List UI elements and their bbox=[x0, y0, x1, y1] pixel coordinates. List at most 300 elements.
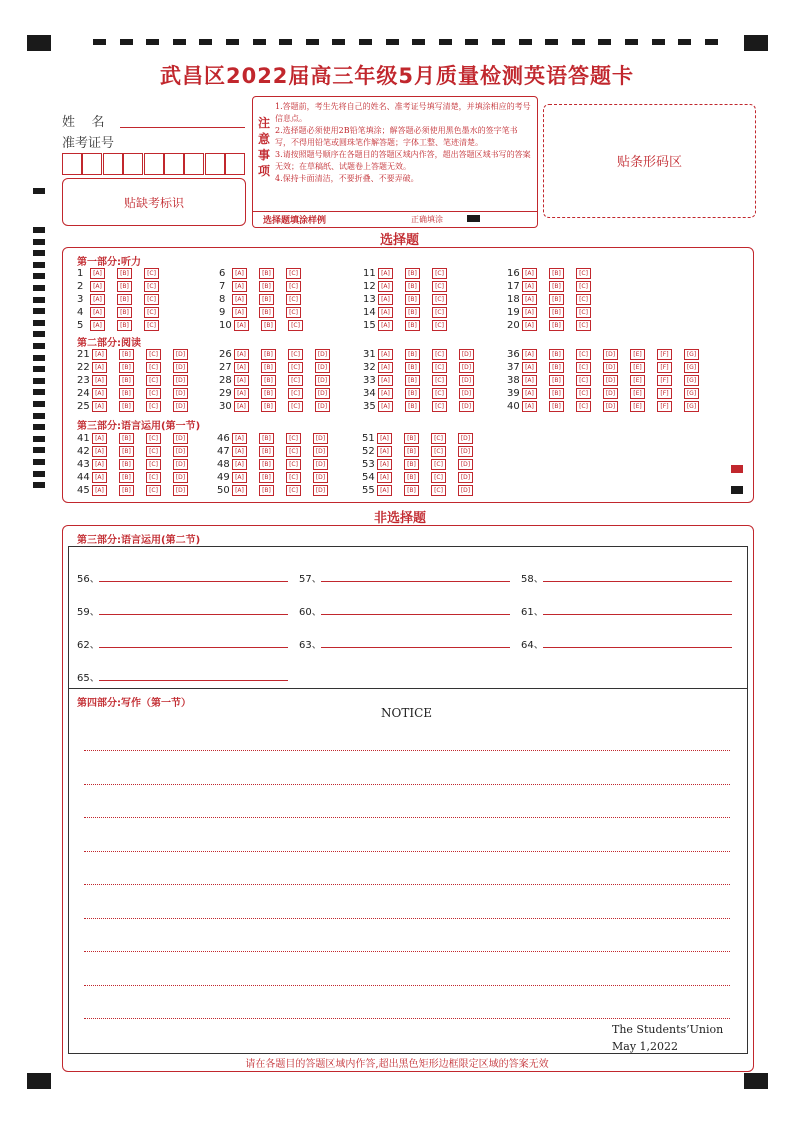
question-row bbox=[507, 280, 603, 292]
question-row bbox=[217, 458, 340, 470]
answer-bubble[interactable]: [A] bbox=[90, 268, 105, 279]
part4-title: 第四部分:写作（第一节） bbox=[77, 698, 191, 709]
notice-item: 1.答题前，考生先将自己的姓名、准考证号填写清楚，并填涂相应的考号信息点。 bbox=[275, 102, 531, 123]
blank-answer-line[interactable] bbox=[99, 614, 288, 615]
blank-answer-line[interactable] bbox=[543, 581, 732, 582]
answer-bubble[interactable]: [B] bbox=[405, 362, 420, 373]
timing-mark bbox=[33, 482, 45, 488]
answer-bubble[interactable]: [C] bbox=[144, 294, 159, 305]
answer-bubble[interactable]: [C] bbox=[146, 459, 161, 470]
answer-bubble[interactable]: [D] bbox=[173, 401, 188, 412]
answer-bubble[interactable]: [B] bbox=[404, 446, 419, 457]
answer-bubble[interactable]: [B] bbox=[259, 268, 274, 279]
answer-bubble[interactable]: [D] bbox=[315, 388, 330, 399]
answer-bubble[interactable]: [D] bbox=[313, 485, 328, 496]
signature-line1: The Students’Union bbox=[612, 1023, 724, 1036]
answer-bubble[interactable]: [A] bbox=[232, 472, 247, 483]
answer-bubble[interactable]: [E] bbox=[630, 375, 645, 386]
answer-bubble[interactable]: [A] bbox=[378, 362, 393, 373]
answer-bubble[interactable]: [D] bbox=[459, 349, 474, 360]
answer-bubble[interactable]: [A] bbox=[92, 362, 107, 373]
answer-bubble[interactable]: [A] bbox=[522, 268, 537, 279]
answer-bubble[interactable]: [C] bbox=[432, 388, 447, 399]
writing-line[interactable] bbox=[84, 817, 730, 818]
question-row bbox=[363, 307, 459, 319]
question-number: 24 bbox=[77, 388, 90, 400]
answer-bubble[interactable]: [A] bbox=[377, 472, 392, 483]
answer-bubble[interactable]: [D] bbox=[173, 446, 188, 457]
answer-bubble[interactable]: [A] bbox=[378, 281, 393, 292]
answer-bubble[interactable]: [C] bbox=[288, 375, 303, 386]
timing-mark bbox=[33, 447, 45, 453]
answer-bubble[interactable]: [A] bbox=[522, 349, 537, 360]
answer-bubble[interactable]: [F] bbox=[657, 375, 672, 386]
answer-bubble[interactable]: [C] bbox=[146, 362, 161, 373]
answer-bubble[interactable]: [C] bbox=[576, 349, 591, 360]
answer-bubble[interactable]: [A] bbox=[234, 388, 249, 399]
answer-bubble[interactable]: [B] bbox=[405, 320, 420, 331]
question-number: 14 bbox=[363, 307, 376, 319]
answer-bubble[interactable]: [A] bbox=[232, 294, 247, 305]
answer-bubble[interactable]: [A] bbox=[92, 375, 107, 386]
blank-label: 57、 bbox=[299, 574, 322, 585]
answer-bubble[interactable]: [C] bbox=[146, 472, 161, 483]
writing-line[interactable] bbox=[84, 851, 730, 852]
question-number: 12 bbox=[363, 280, 376, 292]
answer-bubble[interactable]: [B] bbox=[119, 388, 134, 399]
blank-answer-line[interactable] bbox=[321, 581, 510, 582]
answer-bubble[interactable]: [B] bbox=[404, 472, 419, 483]
answer-bubble[interactable]: [D] bbox=[458, 433, 473, 444]
answer-bubble[interactable]: [D] bbox=[173, 349, 188, 360]
answer-bubble[interactable]: [A] bbox=[232, 433, 247, 444]
answer-bubble[interactable]: [D] bbox=[458, 472, 473, 483]
answer-bubble[interactable]: [C] bbox=[432, 294, 447, 305]
writing-line[interactable] bbox=[84, 784, 730, 785]
answer-bubble[interactable]: [F] bbox=[657, 362, 672, 373]
answer-bubble[interactable]: [B] bbox=[259, 307, 274, 318]
writing-line[interactable] bbox=[84, 985, 730, 986]
answer-bubble[interactable]: [D] bbox=[459, 375, 474, 386]
answer-bubble[interactable]: [G] bbox=[684, 362, 699, 373]
answer-bubble[interactable]: [C] bbox=[146, 446, 161, 457]
timing-mark bbox=[33, 471, 45, 477]
answer-bubble[interactable]: [A] bbox=[92, 472, 107, 483]
answer-bubble[interactable]: [B] bbox=[405, 294, 420, 305]
answer-bubble[interactable]: [B] bbox=[117, 294, 132, 305]
question-number: 2 bbox=[77, 280, 84, 292]
answer-bubble[interactable]: [B] bbox=[261, 388, 276, 399]
question-row bbox=[77, 348, 200, 360]
answer-bubble[interactable]: [C] bbox=[286, 268, 301, 279]
exam-digit-cell[interactable] bbox=[103, 153, 123, 175]
answer-bubble[interactable]: [A] bbox=[92, 388, 107, 399]
answer-bubble[interactable]: [B] bbox=[549, 362, 564, 373]
answer-bubble[interactable]: [B] bbox=[549, 375, 564, 386]
timing-mark bbox=[33, 297, 45, 303]
answer-bubble[interactable]: [A] bbox=[232, 307, 247, 318]
answer-bubble[interactable]: [A] bbox=[234, 401, 249, 412]
answer-bubble[interactable]: [B] bbox=[259, 459, 274, 470]
timing-dash bbox=[120, 39, 133, 45]
name-field[interactable] bbox=[120, 127, 245, 128]
answer-bubble[interactable]: [C] bbox=[144, 268, 159, 279]
notice-heading-char: 注 bbox=[257, 116, 270, 130]
exam-digit-cell[interactable] bbox=[123, 153, 143, 175]
answer-bubble[interactable]: [D] bbox=[173, 375, 188, 386]
writing-line[interactable] bbox=[84, 750, 730, 751]
answer-bubble[interactable]: [D] bbox=[173, 362, 188, 373]
exam-digit-cell[interactable] bbox=[184, 153, 204, 175]
answer-bubble[interactable]: [A] bbox=[92, 349, 107, 360]
timing-dash bbox=[306, 39, 319, 45]
notice-heading-char: 事 bbox=[257, 148, 270, 162]
answer-bubble[interactable]: [F] bbox=[657, 401, 672, 412]
question-row bbox=[507, 267, 603, 279]
answer-bubble[interactable]: [D] bbox=[603, 388, 618, 399]
answer-bubble[interactable]: [D] bbox=[459, 388, 474, 399]
missing-exam-sticker-area bbox=[62, 178, 246, 226]
answer-bubble[interactable]: [A] bbox=[377, 433, 392, 444]
answer-bubble[interactable]: [B] bbox=[405, 281, 420, 292]
answer-bubble[interactable]: [C] bbox=[286, 446, 301, 457]
timing-dash bbox=[199, 39, 212, 45]
answer-bubble[interactable]: [B] bbox=[261, 401, 276, 412]
timing-dash bbox=[465, 39, 478, 45]
blank-answer-line[interactable] bbox=[543, 614, 732, 615]
answer-bubble[interactable]: [B] bbox=[549, 349, 564, 360]
answer-bubble[interactable]: [C] bbox=[288, 349, 303, 360]
answer-bubble[interactable]: [B] bbox=[259, 446, 274, 457]
answer-bubble[interactable]: [C] bbox=[146, 485, 161, 496]
answer-bubble[interactable]: [C] bbox=[576, 307, 591, 318]
question-number: 26 bbox=[219, 348, 232, 360]
answer-bubble[interactable]: [E] bbox=[630, 388, 645, 399]
answer-bubble[interactable]: [B] bbox=[549, 320, 564, 331]
blank-answer-line[interactable] bbox=[321, 614, 510, 615]
answer-bubble[interactable]: [B] bbox=[404, 459, 419, 470]
answer-bubble[interactable]: [B] bbox=[119, 446, 134, 457]
answer-bubble[interactable]: [C] bbox=[146, 375, 161, 386]
timing-mark bbox=[33, 262, 45, 268]
answer-bubble[interactable]: [B] bbox=[117, 281, 132, 292]
answer-bubble[interactable]: [G] bbox=[684, 401, 699, 412]
answer-bubble[interactable]: [B] bbox=[549, 268, 564, 279]
answer-bubble[interactable]: [C] bbox=[146, 433, 161, 444]
answer-bubble[interactable]: [C] bbox=[432, 307, 447, 318]
answer-bubble[interactable]: [A] bbox=[232, 485, 247, 496]
question-number: 44 bbox=[77, 472, 90, 484]
blank-label: 56、 bbox=[77, 574, 100, 585]
timing-dash bbox=[652, 39, 665, 45]
answer-bubble[interactable]: [B] bbox=[405, 307, 420, 318]
answer-bubble[interactable]: [B] bbox=[117, 307, 132, 318]
answer-bubble[interactable]: [B] bbox=[119, 485, 134, 496]
exam-digit-cell[interactable] bbox=[164, 153, 184, 175]
answer-bubble[interactable]: [B] bbox=[119, 375, 134, 386]
answer-bubble[interactable]: [C] bbox=[431, 472, 446, 483]
question-number: 22 bbox=[77, 361, 90, 373]
question-number: 11 bbox=[363, 267, 376, 279]
answer-bubble[interactable]: [A] bbox=[232, 459, 247, 470]
exam-digit-cell[interactable] bbox=[205, 153, 225, 175]
answer-bubble[interactable]: [D] bbox=[459, 401, 474, 412]
timing-mark bbox=[33, 273, 45, 279]
question-row bbox=[77, 293, 171, 305]
marker-red bbox=[731, 465, 743, 473]
answer-bubble[interactable]: [C] bbox=[144, 307, 159, 318]
answer-bubble[interactable]: [G] bbox=[684, 375, 699, 386]
question-row bbox=[363, 267, 459, 279]
answer-bubble[interactable]: [D] bbox=[603, 362, 618, 373]
answer-bubble[interactable]: [B] bbox=[119, 472, 134, 483]
answer-bubble[interactable]: [D] bbox=[459, 362, 474, 373]
blank-answer-line[interactable] bbox=[99, 680, 288, 681]
question-row bbox=[362, 472, 485, 484]
blank-answer-line[interactable] bbox=[99, 581, 288, 582]
answer-bubble[interactable]: [B] bbox=[404, 433, 419, 444]
blank-label: 60、 bbox=[299, 607, 322, 618]
answer-bubble[interactable]: [A] bbox=[377, 485, 392, 496]
answer-bubble[interactable]: [C] bbox=[432, 320, 447, 331]
answer-bubble[interactable]: [A] bbox=[92, 459, 107, 470]
answer-bubble[interactable]: [D] bbox=[458, 485, 473, 496]
answer-bubble[interactable]: [A] bbox=[234, 320, 249, 331]
answer-bubble[interactable]: [A] bbox=[232, 446, 247, 457]
answer-bubble[interactable]: [D] bbox=[313, 446, 328, 457]
answer-bubble[interactable]: [B] bbox=[549, 401, 564, 412]
answer-bubble[interactable]: [C] bbox=[576, 294, 591, 305]
answer-bubble[interactable]: [B] bbox=[119, 433, 134, 444]
answer-bubble[interactable]: [C] bbox=[431, 459, 446, 470]
answer-bubble[interactable]: [D] bbox=[603, 375, 618, 386]
answer-bubble[interactable]: [A] bbox=[378, 294, 393, 305]
corner-mark-bottom-right bbox=[744, 1073, 768, 1089]
answer-bubble[interactable]: [C] bbox=[576, 268, 591, 279]
answer-bubble[interactable]: [A] bbox=[522, 388, 537, 399]
answer-bubble[interactable]: [B] bbox=[549, 307, 564, 318]
answer-bubble[interactable]: [C] bbox=[146, 388, 161, 399]
answer-bubble[interactable]: [C] bbox=[576, 375, 591, 386]
answer-bubble[interactable]: [F] bbox=[657, 388, 672, 399]
question-number: 33 bbox=[363, 374, 376, 386]
answer-bubble[interactable]: [B] bbox=[549, 388, 564, 399]
answer-bubble[interactable]: [A] bbox=[90, 281, 105, 292]
answer-bubble[interactable]: [C] bbox=[286, 485, 301, 496]
answer-bubble[interactable]: [B] bbox=[405, 349, 420, 360]
answer-bubble[interactable]: [B] bbox=[549, 281, 564, 292]
answer-bubble[interactable]: [A] bbox=[232, 268, 247, 279]
answer-bubble[interactable]: [G] bbox=[684, 349, 699, 360]
answer-bubble[interactable]: [C] bbox=[576, 362, 591, 373]
timing-mark bbox=[33, 366, 45, 372]
answer-bubble[interactable]: [C] bbox=[432, 375, 447, 386]
answer-bubble[interactable]: [C] bbox=[146, 349, 161, 360]
answer-bubble[interactable]: [B] bbox=[405, 375, 420, 386]
blank-answer-line[interactable] bbox=[543, 647, 732, 648]
answer-bubble[interactable]: [D] bbox=[173, 388, 188, 399]
question-row bbox=[507, 374, 711, 386]
answer-bubble[interactable]: [C] bbox=[286, 459, 301, 470]
answer-bubble[interactable]: [A] bbox=[378, 268, 393, 279]
answer-bubble[interactable]: [A] bbox=[378, 307, 393, 318]
answer-bubble[interactable]: [B] bbox=[117, 268, 132, 279]
answer-bubble[interactable]: [A] bbox=[378, 401, 393, 412]
answer-bubble[interactable]: [D] bbox=[458, 459, 473, 470]
question-number: 15 bbox=[363, 320, 376, 332]
timing-mark bbox=[33, 285, 45, 291]
answer-bubble[interactable]: [G] bbox=[684, 388, 699, 399]
answer-bubble[interactable]: [C] bbox=[431, 446, 446, 457]
question-row bbox=[77, 401, 200, 413]
answer-bubble[interactable]: [C] bbox=[286, 281, 301, 292]
answer-bubble[interactable]: [A] bbox=[234, 362, 249, 373]
answer-bubble[interactable]: [D] bbox=[315, 401, 330, 412]
answer-bubble[interactable]: [C] bbox=[576, 401, 591, 412]
answer-bubble[interactable]: [B] bbox=[259, 485, 274, 496]
answer-bubble[interactable]: [B] bbox=[119, 401, 134, 412]
answer-bubble[interactable]: [A] bbox=[234, 375, 249, 386]
answer-bubble[interactable]: [A] bbox=[522, 281, 537, 292]
answer-bubble[interactable]: [A] bbox=[92, 446, 107, 457]
answer-bubble[interactable]: [C] bbox=[432, 281, 447, 292]
answer-bubble[interactable]: [E] bbox=[630, 362, 645, 373]
answer-bubble[interactable]: [D] bbox=[313, 472, 328, 483]
answer-bubble[interactable]: [C] bbox=[576, 320, 591, 331]
answer-bubble[interactable]: [A] bbox=[522, 362, 537, 373]
answer-bubble[interactable]: [C] bbox=[286, 294, 301, 305]
blank-answer-line[interactable] bbox=[321, 647, 510, 648]
answer-bubble[interactable]: [A] bbox=[522, 320, 537, 331]
answer-bubble[interactable]: [C] bbox=[286, 472, 301, 483]
answer-bubble[interactable]: [A] bbox=[92, 433, 107, 444]
answer-bubble[interactable]: [B] bbox=[405, 401, 420, 412]
answer-bubble[interactable]: [C] bbox=[286, 433, 301, 444]
answer-bubble[interactable]: [D] bbox=[458, 446, 473, 457]
answer-bubble[interactable]: [A] bbox=[377, 459, 392, 470]
question-number: 55 bbox=[362, 485, 375, 497]
answer-bubble[interactable]: [A] bbox=[378, 320, 393, 331]
answer-bubble[interactable]: [A] bbox=[90, 307, 105, 318]
answer-bubble[interactable]: [B] bbox=[261, 320, 276, 331]
answer-bubble[interactable]: [C] bbox=[432, 362, 447, 373]
answer-bubble[interactable]: [A] bbox=[90, 294, 105, 305]
answer-bubble[interactable]: [B] bbox=[404, 485, 419, 496]
answer-bubble[interactable]: [C] bbox=[144, 320, 159, 331]
answer-bubble[interactable]: [F] bbox=[657, 349, 672, 360]
answer-bubble[interactable]: [C] bbox=[576, 388, 591, 399]
answer-bubble[interactable]: [C] bbox=[288, 320, 303, 331]
answer-bubble[interactable]: [D] bbox=[173, 433, 188, 444]
answer-bubble[interactable]: [B] bbox=[259, 281, 274, 292]
answer-bubble[interactable]: [A] bbox=[378, 388, 393, 399]
exam-digit-cell[interactable] bbox=[62, 153, 82, 175]
timing-mark bbox=[33, 227, 45, 233]
answer-bubble[interactable]: [C] bbox=[431, 433, 446, 444]
answer-bubble[interactable]: [C] bbox=[286, 307, 301, 318]
writing-line[interactable] bbox=[84, 1018, 730, 1019]
answer-bubble[interactable]: [A] bbox=[522, 294, 537, 305]
answer-bubble[interactable]: [C] bbox=[288, 388, 303, 399]
answer-bubble[interactable]: [D] bbox=[315, 349, 330, 360]
writing-line[interactable] bbox=[84, 884, 730, 885]
writing-line[interactable] bbox=[84, 918, 730, 919]
answer-bubble[interactable]: [C] bbox=[146, 401, 161, 412]
exam-digit-cell[interactable] bbox=[225, 153, 245, 175]
answer-bubble[interactable]: [B] bbox=[259, 433, 274, 444]
timing-mark bbox=[33, 459, 45, 465]
answer-bubble[interactable]: [D] bbox=[603, 349, 618, 360]
answer-bubble[interactable]: [A] bbox=[232, 281, 247, 292]
corner-mark-top-left bbox=[27, 35, 51, 51]
answer-bubble[interactable]: [A] bbox=[522, 307, 537, 318]
answer-bubble[interactable]: [C] bbox=[432, 349, 447, 360]
answer-bubble[interactable]: [B] bbox=[405, 388, 420, 399]
answer-bubble[interactable]: [E] bbox=[630, 349, 645, 360]
answer-bubble[interactable]: [C] bbox=[144, 281, 159, 292]
answer-bubble[interactable]: [C] bbox=[432, 401, 447, 412]
answer-bubble[interactable]: [B] bbox=[549, 294, 564, 305]
answer-bubble[interactable]: [B] bbox=[119, 362, 134, 373]
blank-label: 61、 bbox=[521, 607, 544, 618]
answer-bubble[interactable]: [B] bbox=[259, 472, 274, 483]
answer-bubble[interactable]: [A] bbox=[378, 375, 393, 386]
answer-bubble[interactable]: [A] bbox=[378, 349, 393, 360]
answer-bubble[interactable]: [E] bbox=[630, 401, 645, 412]
answer-bubble[interactable]: [D] bbox=[173, 459, 188, 470]
question-row bbox=[217, 445, 340, 457]
answer-bubble[interactable]: [D] bbox=[603, 401, 618, 412]
answer-bubble[interactable]: [A] bbox=[522, 401, 537, 412]
blank-label: 59、 bbox=[77, 607, 100, 618]
answer-bubble[interactable]: [A] bbox=[92, 485, 107, 496]
exam-digit-cell[interactable] bbox=[144, 153, 164, 175]
answer-bubble[interactable]: [D] bbox=[315, 375, 330, 386]
answer-bubble[interactable]: [D] bbox=[173, 485, 188, 496]
answer-bubble[interactable]: [D] bbox=[313, 433, 328, 444]
answer-bubble[interactable]: [A] bbox=[234, 349, 249, 360]
answer-bubble[interactable]: [B] bbox=[405, 268, 420, 279]
answer-bubble[interactable]: [D] bbox=[315, 362, 330, 373]
answer-bubble[interactable]: [B] bbox=[119, 459, 134, 470]
blank-label: 63、 bbox=[299, 640, 322, 651]
answer-bubble[interactable]: [C] bbox=[288, 362, 303, 373]
answer-bubble[interactable]: [B] bbox=[261, 349, 276, 360]
answer-bubble[interactable]: [B] bbox=[261, 375, 276, 386]
answer-bubble[interactable]: [B] bbox=[259, 294, 274, 305]
answer-bubble[interactable]: [A] bbox=[90, 320, 105, 331]
answer-bubble[interactable]: [C] bbox=[431, 485, 446, 496]
answer-bubble[interactable]: [C] bbox=[288, 401, 303, 412]
exam-number-label: 准考证号 bbox=[62, 136, 115, 151]
answer-bubble[interactable]: [A] bbox=[377, 446, 392, 457]
exam-digit-cell[interactable] bbox=[82, 153, 102, 175]
answer-bubble[interactable]: [B] bbox=[117, 320, 132, 331]
blank-answer-line[interactable] bbox=[99, 647, 288, 648]
answer-bubble[interactable]: [D] bbox=[173, 472, 188, 483]
answer-bubble[interactable]: [C] bbox=[576, 281, 591, 292]
writing-line[interactable] bbox=[84, 951, 730, 952]
answer-bubble[interactable]: [A] bbox=[92, 401, 107, 412]
answer-bubble[interactable]: [B] bbox=[119, 349, 134, 360]
answer-bubble[interactable]: [D] bbox=[313, 459, 328, 470]
answer-bubble[interactable]: [A] bbox=[522, 375, 537, 386]
answer-bubble[interactable]: [B] bbox=[261, 362, 276, 373]
blank-label: 62、 bbox=[77, 640, 100, 651]
timing-mark bbox=[33, 401, 45, 407]
answer-bubble[interactable]: [C] bbox=[432, 268, 447, 279]
question-row bbox=[363, 348, 486, 360]
